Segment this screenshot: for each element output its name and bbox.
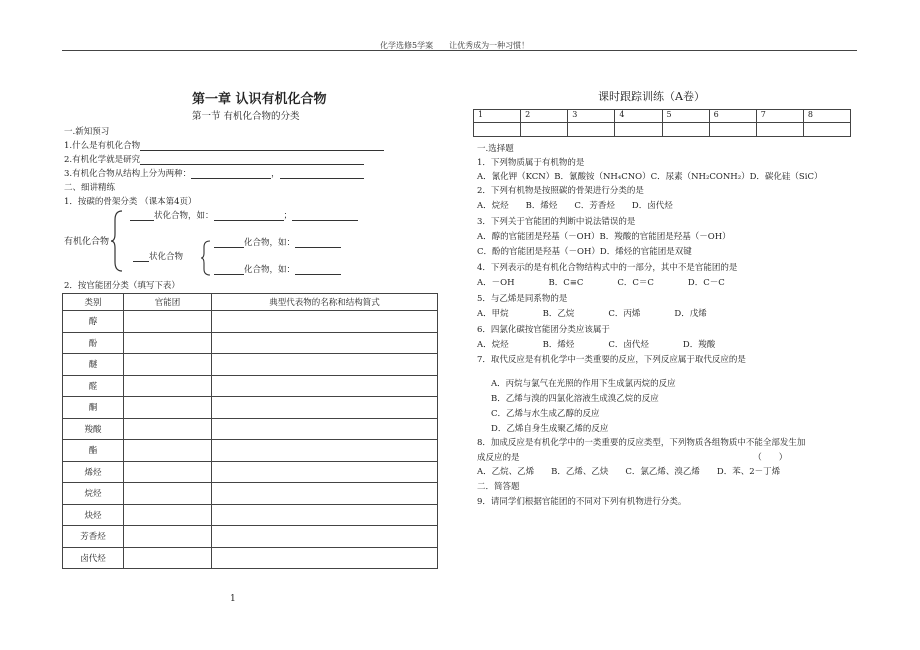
answer-fill-row (474, 123, 851, 137)
header-category: 类别 (63, 294, 124, 311)
answer-cell[interactable] (615, 123, 662, 137)
exercise-line: A．丙烷与氯气在光照的作用下生成氯丙烷的反应 (491, 379, 676, 389)
chapter-title: 第一章 认识有机化合物 (192, 92, 327, 107)
row-category: 醇 (63, 311, 124, 333)
fill-cell[interactable] (124, 418, 212, 440)
answer-blank[interactable] (292, 220, 358, 221)
lecture-heading: 二、细讲精练 (64, 183, 116, 193)
category-1 (130, 209, 358, 221)
row-category: 酯 (63, 440, 124, 462)
answer-number-row (474, 110, 851, 123)
table-row (63, 440, 438, 462)
exercise-line: B．乙烯与溴的四氯化溶液生成溴乙烷的反应 (491, 394, 659, 404)
page-number: 1 (230, 594, 236, 604)
answer-blank[interactable] (214, 247, 244, 248)
row-category: 醚 (63, 354, 124, 376)
answer-blank[interactable] (140, 150, 384, 151)
exercise-line: 成反应的是 （ ） (477, 453, 788, 463)
exercise-line: A．氰化钾（KCN）B．氰酸铵（NH₄CNO）C．尿素（NH₂CONH₂）D．碳化硅（SiC） (477, 172, 823, 182)
exercise-line: 一.选择题 (477, 144, 514, 154)
row-category: 卤代烃 (63, 547, 124, 569)
separator-comma: ， (271, 169, 280, 179)
fill-cell[interactable] (124, 375, 212, 397)
big-brace (110, 210, 124, 272)
fill-cell[interactable] (212, 547, 438, 569)
functional-group-heading: 2．按官能团分类（填写下表） (64, 281, 180, 291)
fill-cell[interactable] (212, 418, 438, 440)
subcategory-1-text: 化合物，如： (244, 238, 296, 248)
question-2-text: 2.有机化学就是研究 (64, 155, 141, 165)
exercise-line: A．醇的官能团是羟基（－OH）B．羧酸的官能团是羟基（－OH） (477, 232, 731, 242)
fill-cell[interactable] (212, 440, 438, 462)
answer-blank[interactable] (295, 247, 341, 248)
answer-blank[interactable] (140, 164, 364, 165)
fill-cell[interactable] (124, 440, 212, 462)
row-category: 羧酸 (63, 418, 124, 440)
answer-cell[interactable] (803, 123, 850, 137)
answer-cell[interactable] (474, 123, 521, 137)
exercise-line: A．－OH B．C≡C C．C＝C D．C－C (477, 278, 725, 288)
exercise-line: C．乙烯与水生成乙醇的反应 (491, 409, 600, 419)
fill-cell[interactable] (212, 461, 438, 483)
answer-col-number: 1 (474, 110, 521, 123)
carbon-skeleton-heading: 1．按碳的骨架分类 （课本第4页） (64, 197, 197, 207)
functional-group-table (62, 293, 438, 569)
fill-cell[interactable] (124, 354, 212, 376)
question-3 (64, 167, 364, 179)
question-1 (64, 139, 384, 151)
answer-cell[interactable] (521, 123, 568, 137)
fill-cell[interactable] (124, 504, 212, 526)
table-header-row (63, 294, 438, 311)
table-row (63, 483, 438, 505)
answer-col-number: 3 (568, 110, 615, 123)
row-category: 炔烃 (63, 504, 124, 526)
separator-semicolon: ； (283, 211, 293, 221)
answer-blank[interactable] (130, 220, 154, 221)
answer-blank[interactable] (214, 274, 244, 275)
fill-cell[interactable] (212, 483, 438, 505)
preview-heading: 一.新知预习 (64, 127, 110, 137)
answer-cell[interactable] (709, 123, 756, 137)
fill-cell[interactable] (212, 311, 438, 333)
table-row (63, 354, 438, 376)
exercise-line: 8．加成反应是有机化学中的一类重要的反应类型，下列物质各组物质中不能全部发生加 (477, 438, 806, 448)
exercise-line: A．烷烃 B．烯烃 C．卤代烃 D．羧酸 (477, 340, 716, 350)
table-row (63, 311, 438, 333)
exercise-line: A．烷烃 B．烯烃 C．芳香烃 D．卤代烃 (477, 201, 673, 211)
fill-cell[interactable] (212, 354, 438, 376)
answer-blank[interactable] (191, 178, 271, 179)
exercise-line: 二．简答题 (477, 482, 520, 492)
fill-cell[interactable] (124, 526, 212, 548)
section-title: 第一节 有机化合物的分类 (192, 111, 300, 122)
answer-cell[interactable] (662, 123, 709, 137)
exercise-line: 6．四氯化碳按官能团分类应该属于 (477, 325, 610, 335)
answer-col-number: 4 (615, 110, 662, 123)
fill-cell[interactable] (212, 375, 438, 397)
category-2-text: 状化合物 (149, 252, 184, 262)
table-row (63, 375, 438, 397)
subcategory-2-text: 化合物，如： (244, 265, 296, 275)
answer-table (473, 109, 851, 137)
header-representative: 典型代表物的名称和结构简式 (212, 294, 438, 311)
exercise-line: D．乙烯自身生成聚乙烯的反应 (491, 424, 609, 434)
header-divider (62, 50, 857, 51)
exercise-title: 课时跟踪训练（A卷） (598, 90, 705, 103)
table-row (63, 526, 438, 548)
small-brace (200, 240, 212, 276)
answer-col-number: 7 (756, 110, 803, 123)
exercise-line: A．乙烷、乙烯 B．乙烯、乙炔 C．氯乙烯、溴乙烯 D．苯、2－丁烯 (477, 467, 781, 477)
answer-blank[interactable] (295, 274, 341, 275)
header-functional-group: 官能团 (124, 294, 212, 311)
row-category: 烷烃 (63, 483, 124, 505)
subcategory-2 (214, 263, 341, 275)
exercise-line: 2．下列有机物是按照碳的骨架进行分类的是 (477, 186, 644, 196)
exercise-line: 1．下列物质属于有机物的是 (477, 158, 585, 168)
table-row (63, 332, 438, 354)
answer-col-number: 8 (803, 110, 850, 123)
fill-cell[interactable] (124, 461, 212, 483)
question-3-text: 3.有机化合物从结构上分为两种： (64, 169, 192, 179)
answer-col-number: 6 (709, 110, 756, 123)
page-header: 化学选修5学案 让优秀成为一种习惯！ (380, 41, 530, 50)
question-2 (64, 153, 364, 165)
exercise-line: C．酚的官能团是羟基（－OH）D．烯烃的官能团是双键 (477, 247, 692, 257)
fill-cell[interactable] (124, 332, 212, 354)
root-label: 有机化合物 (64, 237, 110, 247)
table-row (63, 461, 438, 483)
exercise-line: 5．与乙烯是同系物的是 (477, 294, 568, 304)
fill-cell[interactable] (212, 526, 438, 548)
subcategory-1 (214, 236, 341, 248)
row-category: 酚 (63, 332, 124, 354)
answer-blank[interactable] (280, 178, 364, 179)
row-category: 酮 (63, 397, 124, 419)
category-2 (133, 250, 183, 262)
answer-cell[interactable] (568, 123, 615, 137)
exercise-line: 3．下列关于官能团的判断中说法错误的是 (477, 217, 636, 227)
answer-blank[interactable] (214, 220, 284, 221)
fill-cell[interactable] (124, 483, 212, 505)
table-row (63, 418, 438, 440)
fill-cell[interactable] (124, 547, 212, 569)
exercise-line: 9．请同学们根据官能团的不同对下列有机物进行分类。 (477, 497, 687, 507)
question-1-text: 1.什么是有机化合物 (64, 141, 141, 151)
answer-cell[interactable] (756, 123, 803, 137)
answer-col-number: 2 (521, 110, 568, 123)
exercise-line: A．甲烷 B．乙烷 C．丙烯 D．戊烯 (477, 309, 707, 319)
category-1-text: 状化合物，如： (154, 211, 214, 221)
table-row (63, 397, 438, 419)
fill-cell[interactable] (212, 332, 438, 354)
table-row (63, 547, 438, 569)
answer-col-number: 5 (662, 110, 709, 123)
fill-cell[interactable] (124, 397, 212, 419)
fill-cell[interactable] (212, 397, 438, 419)
fill-cell[interactable] (212, 504, 438, 526)
exercise-line: 7．取代反应是有机化学中一类重要的反应，下列反应属于取代反应的是 (477, 355, 746, 365)
row-category: 醛 (63, 375, 124, 397)
row-category: 烯烃 (63, 461, 124, 483)
row-category: 芳香烃 (63, 526, 124, 548)
table-row (63, 504, 438, 526)
exercise-line: 4．下列表示的是有机化合物结构式中的一部分，其中不是官能团的是 (477, 263, 738, 273)
fill-cell[interactable] (124, 311, 212, 333)
answer-blank[interactable] (133, 261, 149, 262)
